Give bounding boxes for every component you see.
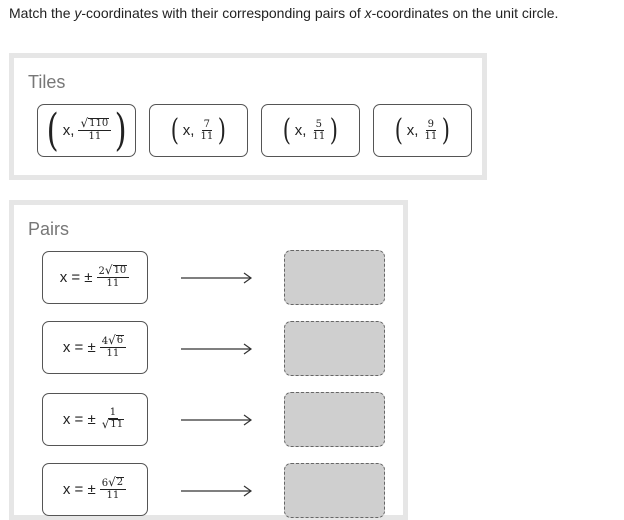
- pairs-panel: [9, 200, 408, 520]
- right-arrow-icon: [181, 272, 253, 284]
- fraction: $\frac{9}{11}$: [424, 118, 438, 142]
- tile-1[interactable]: ( x, √ 110 11 ): [37, 104, 136, 157]
- x-variable: x: [364, 5, 372, 21]
- drop-target-4[interactable]: [284, 463, 385, 518]
- pair-expression-4: x = ± 6 √ 2 11: [42, 463, 148, 516]
- instructions: Match the y-coordinates with their corresponding pairs of x-coordinates on the unit circle.: [9, 5, 559, 21]
- fraction: $\frac{5}{11}$: [312, 118, 326, 142]
- tile-2[interactable]: ( x, $\frac{7}{11}$ ): [149, 104, 248, 157]
- fraction: $\frac{7}{11}$: [200, 118, 214, 142]
- pairs-title: Pairs: [28, 219, 70, 239]
- fraction: √ 110 11: [78, 118, 111, 143]
- pair-expression-2: x = ± 4 √ 6 11: [42, 321, 148, 374]
- pair-expression-1: x = ± 2 √ 10 11: [42, 251, 148, 304]
- tiles-title: Tiles: [28, 72, 66, 92]
- right-arrow-icon: [181, 414, 253, 426]
- pair-expression-3: x = ± 1 √ 11: [42, 393, 148, 446]
- tile-3[interactable]: ( x, $\frac{5}{11}$ ): [261, 104, 360, 157]
- y-variable: y: [74, 5, 82, 21]
- right-arrow-icon: [181, 485, 253, 497]
- drop-target-1[interactable]: [284, 250, 385, 305]
- drop-target-3[interactable]: [284, 392, 385, 447]
- right-arrow-icon: [181, 343, 253, 355]
- tiles-panel: [9, 53, 487, 180]
- tile-4[interactable]: ( x, $\frac{9}{11}$ ): [373, 104, 472, 157]
- drop-target-2[interactable]: [284, 321, 385, 376]
